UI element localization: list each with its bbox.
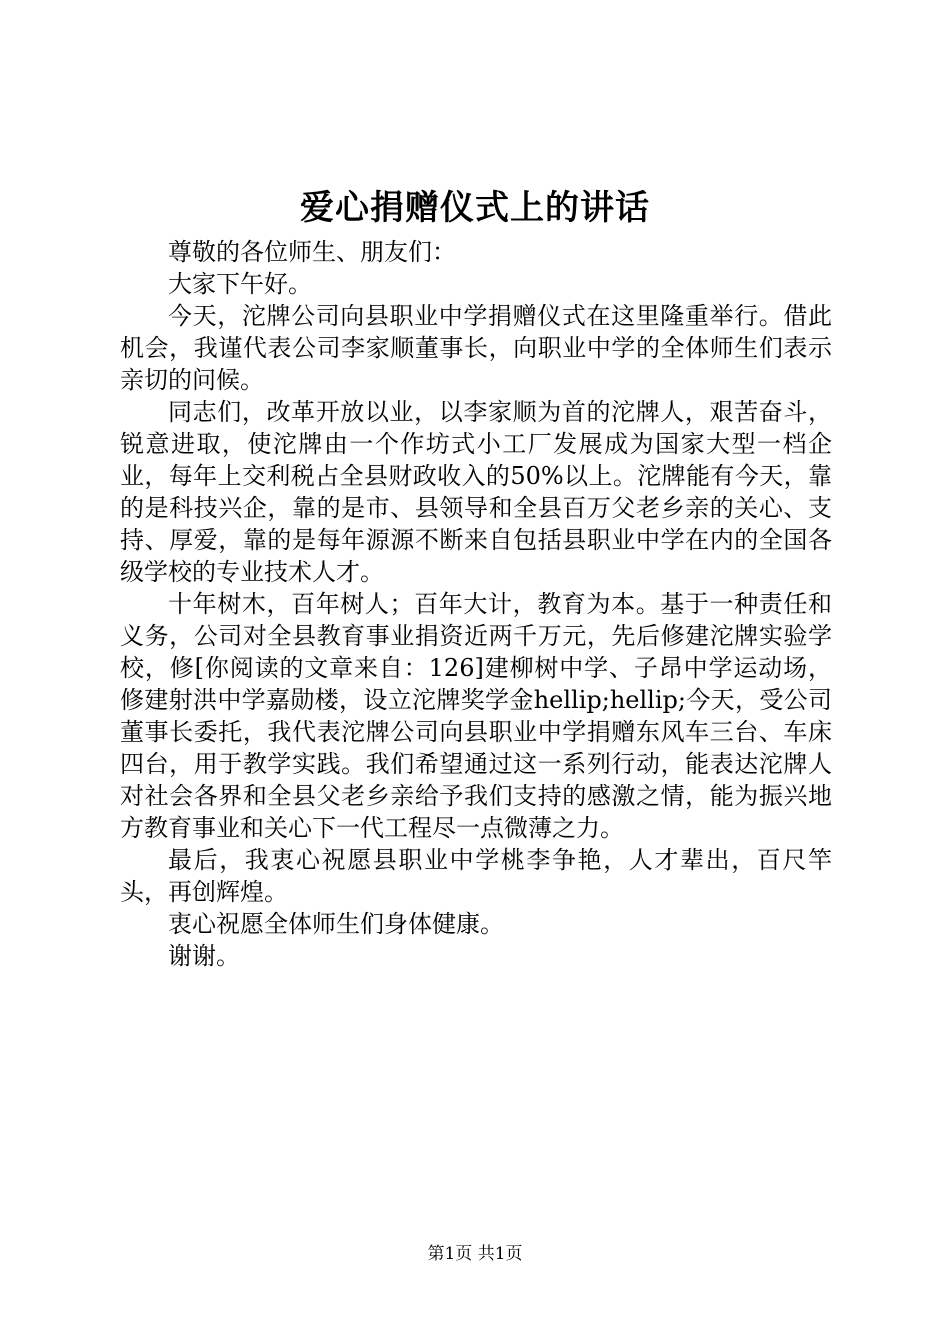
body-paragraph: 今天，沱牌公司向县职业中学捐赠仪式在这里隆重举行。借此机会，我谨代表公司李家顺董事长，向职业中学的全体师生们表示亲切的问候。 [120, 302, 832, 394]
thanks-paragraph: 谢谢。 [168, 942, 240, 970]
document-title: 爱心捐赠仪式上的讲话 [300, 188, 650, 228]
body-paragraph: 同志们，改革开放以业，以李家顺为首的沱牌人，艰苦奋斗，锐意进取，使沱牌由一个作坊式小工厂发展成为国家大型一档企业，每年上交利税占全县财政收入的50%以上。沱牌能有今天，靠的是科技兴企，靠的是市、县领导和全县百万父老乡亲的关心、支持、厚爱，靠的是每年源源不断来自包括县职业中学在内的全国各级学校的专业技术人才。 [120, 398, 832, 586]
greeting-paragraph: 大家下午好。 [168, 270, 312, 298]
body-paragraph: 十年树木，百年树人；百年大计，教育为本。基于一种责任和义务，公司对全县教育事业捐资近两千万元，先后修建沱牌实验学校，修[你阅读的文章来自：126]建柳树中学、子昂中学运动场，修建射洪中学嘉勋楼，设立沱牌奖学金hellip;hellip;今天，受公司董事长委托，我代表沱牌公司向县职业中学捐赠东风车三台、车床四台，用于教学实践。我们希望通过这一系列行动，能表达沱牌人对社会各界和全县父老乡亲给予我们支持的感激之情，能为振兴地方教育事业和关心下一代工程尽一点微薄之力。 [120, 590, 832, 842]
salutation-paragraph: 尊敬的各位师生、朋友们： [168, 238, 456, 266]
document-body [120, 236, 832, 972]
closing-paragraph: 最后，我衷心祝愿县职业中学桃李争艳，人才辈出，百尺竿头，再创辉煌。 [120, 846, 832, 906]
closing-paragraph: 衷心祝愿全体师生们身体健康。 [168, 910, 504, 938]
page-footer: 第1页 共1页 [427, 1244, 523, 1264]
